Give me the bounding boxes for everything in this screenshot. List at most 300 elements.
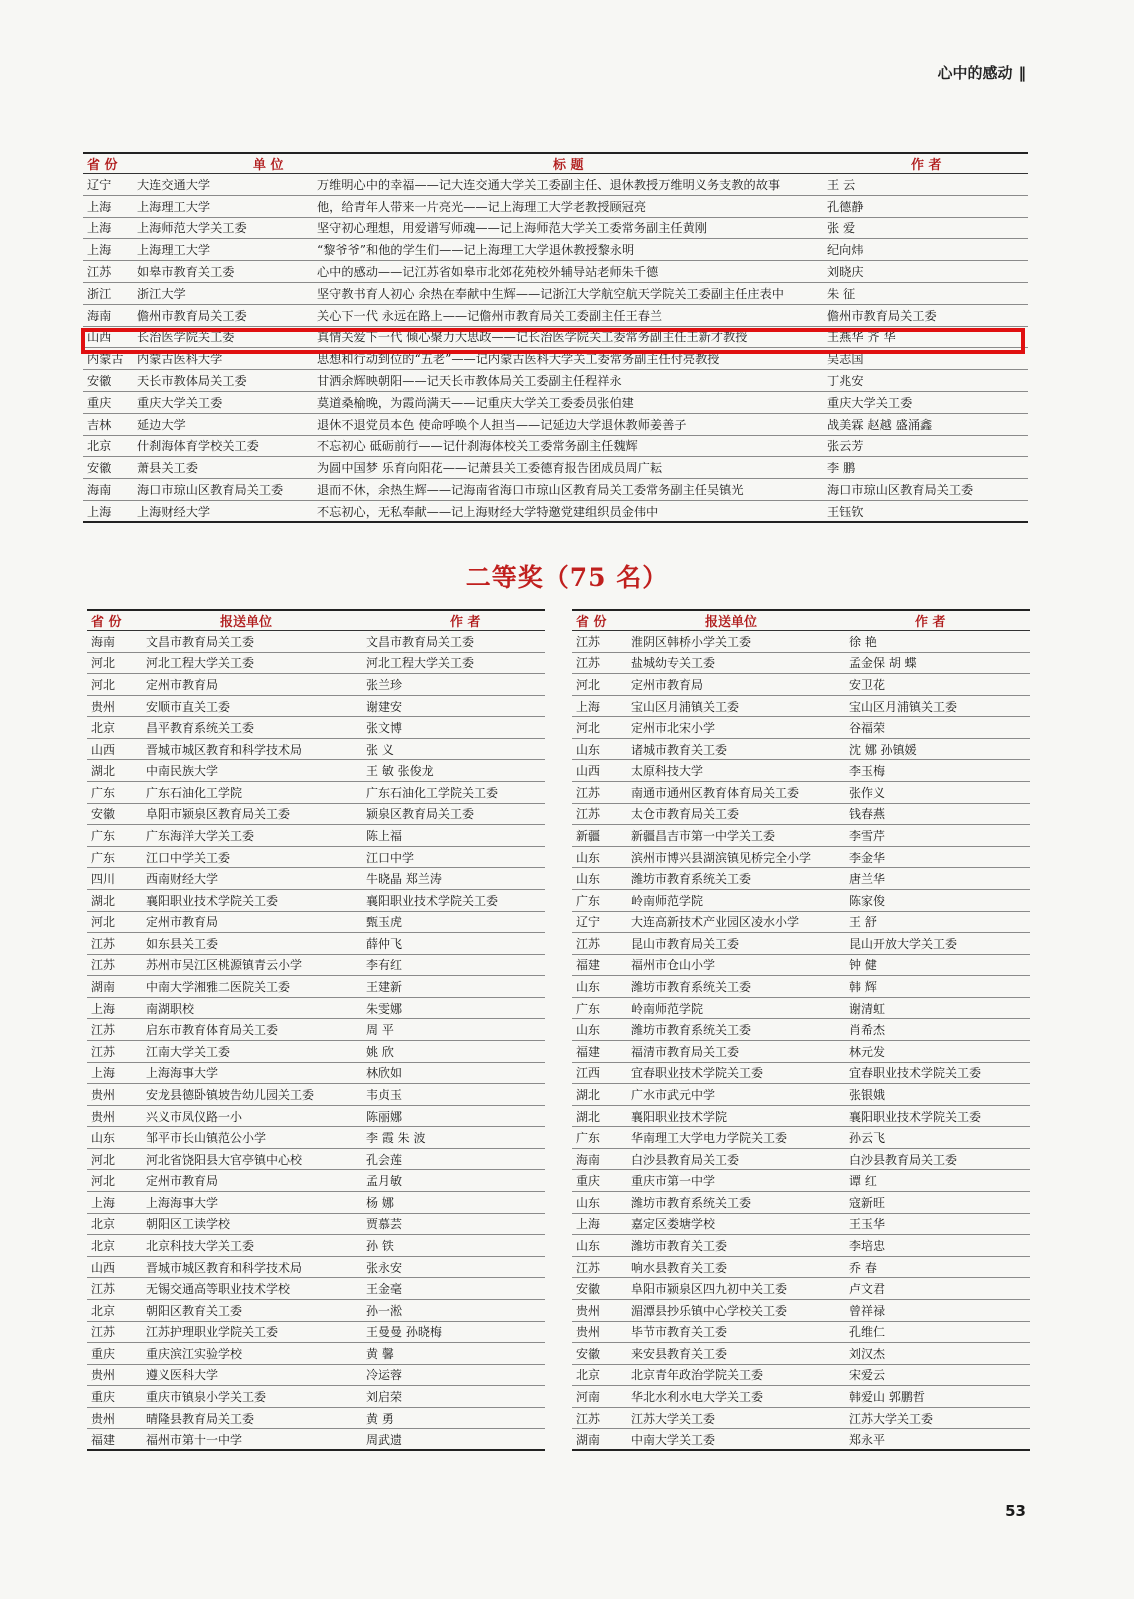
cell-province: 贵州 [91,1411,116,1426]
table-row [572,803,1030,825]
cell-unit: 襄阳职业技术学院 [631,1109,728,1124]
cell-province: 河南 [576,1390,601,1405]
cell-author: 李 鹏 [827,461,856,476]
running-header [937,62,1026,83]
cell-author: 牛晓晶 郑兰涛 [366,872,442,887]
cell-unit: 苏州市吴江区桃源镇青云小学 [146,958,303,973]
table-row [83,370,1028,392]
cell-author: 江苏大学关工委 [849,1411,934,1426]
cell-province: 湖南 [576,1432,601,1447]
cell-author: 王燕华 齐 华 [827,330,896,345]
cell-province: 江苏 [576,1260,601,1275]
cell-unit: 上海理工大学 [137,199,211,214]
cell-unit: 中南大学湘雅二医院关工委 [146,980,291,995]
cell-unit: 广东海洋大学关工委 [146,828,255,843]
cell-author: 王玉华 [849,1217,886,1232]
cell-author: 战美霖 赵越 盛涌鑫 [827,417,933,432]
cell-author: 肖希杰 [849,1023,886,1038]
cell-province: 河北 [576,677,601,692]
cell-province: 山东 [576,1195,601,1210]
cell-unit: 江口中学关工委 [146,850,231,865]
cell-province: 北京 [87,439,112,454]
cell-unit: 河北工程大学关工委 [146,656,255,671]
cell-unit: 中南民族大学 [146,764,219,779]
header-unit: 报送单位 [627,610,845,631]
cell-province: 江西 [576,1066,601,1081]
table-row [87,1148,545,1170]
cell-unit: 来安县教育关工委 [631,1346,728,1361]
cell-author: 李有红 [366,958,403,973]
table-row [83,174,1028,196]
table-row [87,997,545,1019]
table-row [87,1105,545,1127]
cell-unit: 太仓市教育局关工委 [631,807,740,822]
cell-unit: 潍坊市教育关工委 [631,1238,728,1253]
table-row [87,1040,545,1062]
cell-author: 王金毫 [366,1282,403,1297]
cell-province: 浙江 [87,286,112,301]
cell-unit: 潍坊市教育系统关工委 [631,980,752,995]
cell-author: 儋州市教育局关工委 [827,308,937,323]
table-row [87,1192,545,1214]
cell-province: 江苏 [91,958,116,973]
cell-unit: 朝阳区工读学校 [146,1217,231,1232]
cell-author: 王曼曼 孙晓梅 [366,1325,442,1340]
cell-unit: 江苏护理职业学院关工委 [146,1325,279,1340]
table-row [83,261,1028,283]
cell-province: 内蒙古 [87,352,124,367]
table-row [87,695,545,717]
cell-province: 河北 [91,656,116,671]
cell-unit: 宝山区月浦镇关工委 [631,699,740,714]
cell-unit: 潍坊市教育系统关工委 [631,872,752,887]
cell-province: 重庆 [91,1346,116,1361]
header-mark: ‖ [1018,64,1026,82]
table-row [572,782,1030,804]
cell-title: 退休不退党员本色 使命呼唤个人担当——记延边大学退休教师姜善子 [317,417,687,432]
cell-unit: 浙江大学 [137,286,186,301]
cell-unit: 文昌市教育局关工委 [146,634,255,649]
cell-unit: 定州市北宋小学 [631,721,716,736]
cell-province: 上海 [87,243,112,258]
cell-author: 白沙县教育局关工委 [849,1152,958,1167]
table-row [87,1429,545,1451]
table-row [87,1299,545,1321]
table-row [87,631,545,653]
cell-province: 江苏 [576,807,601,822]
cell-author: 孔德静 [827,199,864,214]
cell-province: 山东 [576,980,601,995]
cell-author: 刘晓庆 [827,265,864,280]
table-row [83,217,1028,239]
table-row [572,1343,1030,1365]
cell-author: 韩 辉 [849,980,877,995]
cell-author: 钟 健 [849,958,877,973]
table-row [87,1170,545,1192]
cell-title: 他，给青年人带来一片亮光——记上海理工大学老教授顾冠亮 [317,199,647,214]
cell-author: 安卫花 [849,677,886,692]
table-row [572,1278,1030,1300]
cell-author: 张兰珍 [366,677,403,692]
table-row [572,1105,1030,1127]
cell-unit: 长治医学院关工委 [137,330,235,345]
cell-province: 海南 [87,308,112,323]
cell-unit: 南湖职校 [146,1001,195,1016]
table-row [572,846,1030,868]
cell-province: 江苏 [91,1044,116,1059]
cell-author: 丁兆安 [827,374,864,389]
cell-author: 谢清虹 [849,1001,886,1016]
cell-province: 安徽 [91,807,116,822]
cell-province: 安徽 [87,374,112,389]
table-row [572,738,1030,760]
cell-unit: 朝阳区教育关工委 [146,1303,243,1318]
table-row [572,631,1030,653]
cell-author: 贾慕芸 [366,1217,403,1232]
cell-unit: 重庆滨江实验学校 [146,1346,243,1361]
cell-province: 贵州 [91,699,116,714]
table-row [83,195,1028,217]
cell-unit: 定州市教育局 [146,677,219,692]
cell-author: 宋爱云 [849,1368,886,1383]
cell-unit: 福清市教育局关工委 [631,1044,740,1059]
table-row [87,933,545,955]
cell-title: 坚守初心理想，用爱谱写师魂——记上海师范大学关工委常务副主任黄刚 [317,221,707,236]
table-row [87,1019,545,1041]
cell-province: 广东 [91,828,116,843]
cell-province: 山西 [87,330,112,345]
cell-unit: 兴义市凤仪路一小 [146,1109,243,1124]
cell-author: 陈上福 [366,828,403,843]
cell-title: 不忘初心 砥砺前行——记什刹海体校关工委常务副主任魏辉 [317,439,638,454]
table-row [572,1062,1030,1084]
cell-unit: 诸城市教育关工委 [631,742,728,757]
table-row [87,846,545,868]
cell-author: 黄 馨 [366,1346,394,1361]
cell-province: 广东 [576,893,601,908]
cell-province: 北京 [91,1238,116,1253]
cell-author: 周 平 [366,1023,394,1038]
cell-province: 重庆 [576,1174,601,1189]
cell-author: 唐兰华 [849,872,886,887]
table-row [572,652,1030,674]
cell-province: 山东 [576,1023,601,1038]
cell-author: 宝山区月浦镇关工委 [849,699,958,714]
cell-unit: 毕节市教育关工委 [631,1325,728,1340]
cell-province: 湖南 [91,980,116,995]
cell-province: 河北 [91,677,116,692]
cell-unit: 邹平市长山镇范公小学 [146,1131,267,1146]
cell-unit: 白沙县教育局关工委 [631,1152,740,1167]
cell-province: 安徽 [87,461,112,476]
cell-province: 江苏 [576,634,601,649]
cell-unit: 南通市通州区教育体育局关工委 [631,785,800,800]
table-row [83,282,1028,304]
cell-title: 坚守教书育人初心 余热在奉献中生辉——记浙江大学航空航天学院关工委副主任庄表中 [317,286,784,301]
cell-province: 江苏 [91,1282,116,1297]
cell-unit: 宜春职业技术学院关工委 [631,1066,764,1081]
cell-author: 韩爱山 郭鹏哲 [849,1390,925,1405]
table-row [83,413,1028,435]
cell-unit: 定州市教育局 [146,1174,219,1189]
cell-province: 河北 [91,915,116,930]
cell-province: 广东 [576,1001,601,1016]
cell-author: 王钰钦 [827,504,864,519]
cell-province: 福建 [91,1432,116,1447]
cell-unit: 大连交通大学 [137,177,211,192]
cell-unit: 江南大学关工委 [146,1044,231,1059]
cell-unit: 太原科技大学 [631,764,704,779]
table-row [572,1148,1030,1170]
cell-province: 海南 [87,483,112,498]
cell-author: 林元发 [849,1044,886,1059]
table-row [572,1192,1030,1214]
table-header-row [87,610,545,631]
header-author: 作 者 [845,610,1030,631]
cell-author: 李雪芹 [849,828,886,843]
cell-author: 刘汉杰 [849,1346,886,1361]
cell-author: 王建新 [366,980,403,995]
second-prize-table-left [87,609,545,1451]
cell-province: 江苏 [91,936,116,951]
cell-unit: 重庆市镇泉小学关工委 [146,1390,267,1405]
cell-province: 新疆 [576,828,601,843]
table-row [83,500,1028,522]
cell-unit: 安龙县德卧镇坡告幼儿园关工委 [146,1087,315,1102]
cell-province: 山东 [576,872,601,887]
cell-province: 山西 [91,1260,116,1275]
cell-province: 北京 [91,1217,116,1232]
cell-author: 沈 娜 孙镇媛 [849,742,917,757]
cell-author: 重庆大学关工委 [827,395,913,410]
cell-author: 孔维仁 [849,1325,886,1340]
table-header-row [572,610,1030,631]
cell-title: 心中的感动——记江苏省如皋市北郊花苑校外辅导站老师朱千德 [317,265,659,280]
table-row [87,954,545,976]
cell-province: 上海 [91,1001,116,1016]
cell-unit: 北京青年政治学院关工委 [631,1368,764,1383]
cell-unit: 海口市琼山区教育局关工委 [137,483,284,498]
cell-author: 王 舒 [849,915,877,930]
cell-province: 广东 [576,1131,601,1146]
cell-title: 退而不休，余热生辉——记海南省海口市琼山区教育局关工委常务副主任吴镇光 [317,483,744,498]
table-row [87,760,545,782]
table-row [572,1321,1030,1343]
cell-province: 吉林 [87,417,112,432]
table-row [87,1321,545,1343]
cell-unit: 滨州市博兴县湖滨镇见桥完全小学 [631,850,812,865]
cell-province: 江苏 [576,936,601,951]
cell-author: 陈家俊 [849,893,886,908]
cell-province: 安徽 [576,1346,601,1361]
cell-author: 孟月敏 [366,1174,403,1189]
cell-province: 江苏 [91,1325,116,1340]
cell-author: 朱 征 [827,286,856,301]
cell-unit: 如皋市教育关工委 [137,265,235,280]
cell-unit: 潍坊市教育系统关工委 [631,1195,752,1210]
cell-province: 上海 [91,1195,116,1210]
cell-author: 江口中学 [366,850,415,865]
cell-author: 孙一淞 [366,1303,403,1318]
table-row [572,911,1030,933]
table-row [572,1386,1030,1408]
table-row [83,239,1028,261]
cell-author: 乔 春 [849,1260,877,1275]
cell-province: 河北 [576,721,601,736]
table-row [572,954,1030,976]
cell-author: 钱春燕 [849,807,886,822]
cell-province: 贵州 [91,1087,116,1102]
cell-unit: 华南理工大学电力学院关工委 [631,1131,788,1146]
table-row [87,1213,545,1235]
cell-unit: 上海师范大学关工委 [137,221,247,236]
cell-unit: 无锡交通高等职业技术学校 [146,1282,291,1297]
table-row [87,1386,545,1408]
cell-author: 张云芳 [827,439,864,454]
cell-title: “黎爷爷”和他的学生们——记上海理工大学退休教授黎永明 [317,243,635,258]
cell-province: 重庆 [91,1390,116,1405]
table-row [87,674,545,696]
cell-unit: 晋城市城区教育和科学技术局 [146,742,303,757]
cell-author: 林欣如 [366,1066,403,1081]
cell-unit: 定州市教育局 [631,677,704,692]
cell-province: 上海 [576,699,601,714]
cell-unit: 阜阳市颍泉区四九初中关工委 [631,1282,788,1297]
cell-province: 广东 [91,785,116,800]
table-row [572,1299,1030,1321]
cell-province: 上海 [91,1066,116,1081]
cell-unit: 定州市教育局 [146,915,219,930]
cell-unit: 上海海事大学 [146,1066,219,1081]
cell-province: 山东 [576,1238,601,1253]
cell-author: 李 霞 朱 波 [366,1131,426,1146]
header-province: 省 份 [572,610,627,631]
cell-title: 为圆中国梦 乐育向阳花——记萧县关工委德育报告团成员周广耘 [317,461,663,476]
cell-province: 北京 [91,721,116,736]
cell-unit: 嘉定区娄塘学校 [631,1217,716,1232]
cell-province: 贵州 [576,1303,601,1318]
cell-unit: 福州市仓山小学 [631,958,716,973]
cell-province: 海南 [576,1152,601,1167]
cell-author: 陈丽娜 [366,1109,403,1124]
header-unit: 单 位 [133,153,313,174]
table-row [87,1256,545,1278]
cell-province: 辽宁 [87,177,112,192]
cell-author: 襄阳职业技术学院关工委 [366,893,499,908]
cell-province: 湖北 [91,893,116,908]
second-prize-table-right [572,609,1030,1451]
cell-province: 山西 [576,764,601,779]
cell-author: 王 敏 张俊龙 [366,764,434,779]
cell-province: 辽宁 [576,915,601,930]
cell-unit: 延边大学 [137,417,186,432]
cell-author: 纪向炜 [827,243,864,258]
header-title: 标 题 [313,153,823,174]
page-number: 53 [1005,1502,1026,1520]
cell-author: 杨 娜 [366,1195,394,1210]
cell-province: 江苏 [576,1411,601,1426]
cell-province: 北京 [576,1368,601,1383]
cell-province: 湖北 [576,1087,601,1102]
table-row [572,760,1030,782]
cell-unit: 晴隆县教育局关工委 [146,1411,255,1426]
cell-unit: 新疆昌吉市第一中学关工委 [631,828,776,843]
table-row [83,304,1028,326]
cell-author: 李玉梅 [849,764,886,779]
cell-unit: 上海海事大学 [146,1195,219,1210]
cell-province: 上海 [87,221,112,236]
cell-unit: 淮阴区韩桥小学关工委 [631,634,752,649]
cell-province: 湖北 [91,764,116,779]
cell-unit: 遵义医科大学 [146,1368,219,1383]
cell-title: 万维明心中的幸福——记大连交通大学关工委副主任、退休教授万维明义务支教的故事 [317,177,781,192]
cell-province: 北京 [91,1303,116,1318]
cell-author: 文昌市教育局关工委 [366,634,475,649]
cell-unit: 河北省饶阳县大官亭镇中心校 [146,1152,303,1167]
cell-author: 徐 艳 [849,634,877,649]
table-row [87,1235,545,1257]
cell-province: 河北 [91,1174,116,1189]
cell-author: 广东石油化工学院关工委 [366,785,499,800]
table-row [83,457,1028,479]
table-row [572,997,1030,1019]
table-row [87,1407,545,1429]
table-row [87,782,545,804]
cell-unit: 什刹海体育学校关工委 [137,439,259,454]
header-province: 省 份 [87,610,142,631]
cell-author: 甄玉虎 [366,915,403,930]
cell-author: 张 义 [366,742,394,757]
table-row [87,738,545,760]
table-row [572,889,1030,911]
cell-unit: 如东县关工委 [146,936,219,951]
cell-unit: 晋城市城区教育和科学技术局 [146,1260,303,1275]
cell-author: 昆山开放大学关工委 [849,936,958,951]
cell-author: 谢建安 [366,699,403,714]
cell-author: 张 爱 [827,221,856,236]
table-row [572,674,1030,696]
cell-province: 贵州 [576,1325,601,1340]
table-row [87,889,545,911]
cell-author: 张银娥 [849,1087,886,1102]
cell-province: 上海 [576,1217,601,1232]
cell-author: 孔会莲 [366,1152,403,1167]
cell-province: 福建 [576,1044,601,1059]
table-row [87,1364,545,1386]
cell-province: 海南 [91,634,116,649]
cell-unit: 重庆市第一中学 [631,1174,716,1189]
table-row [87,652,545,674]
header-author: 作 者 [823,153,1028,174]
cell-author: 李培忠 [849,1238,886,1253]
cell-unit: 安顺市直关工委 [146,699,231,714]
cell-unit: 响水县教育关工委 [631,1260,728,1275]
cell-province: 贵州 [91,1368,116,1383]
cell-unit: 盐城幼专关工委 [631,656,716,671]
cell-author: 宜春职业技术学院关工委 [849,1066,982,1081]
cell-province: 江苏 [576,656,601,671]
cell-author: 谭 红 [849,1174,877,1189]
table-row [83,479,1028,501]
table-row [572,1019,1030,1041]
cell-author: 孙云飞 [849,1131,886,1146]
cell-province: 山西 [91,742,116,757]
cell-unit: 阜阳市颍泉区教育局关工委 [146,807,291,822]
cell-province: 安徽 [576,1282,601,1297]
cell-unit: 启东市教育体育局关工委 [146,1023,279,1038]
header-unit: 报送单位 [142,610,362,631]
table-row [572,1407,1030,1429]
